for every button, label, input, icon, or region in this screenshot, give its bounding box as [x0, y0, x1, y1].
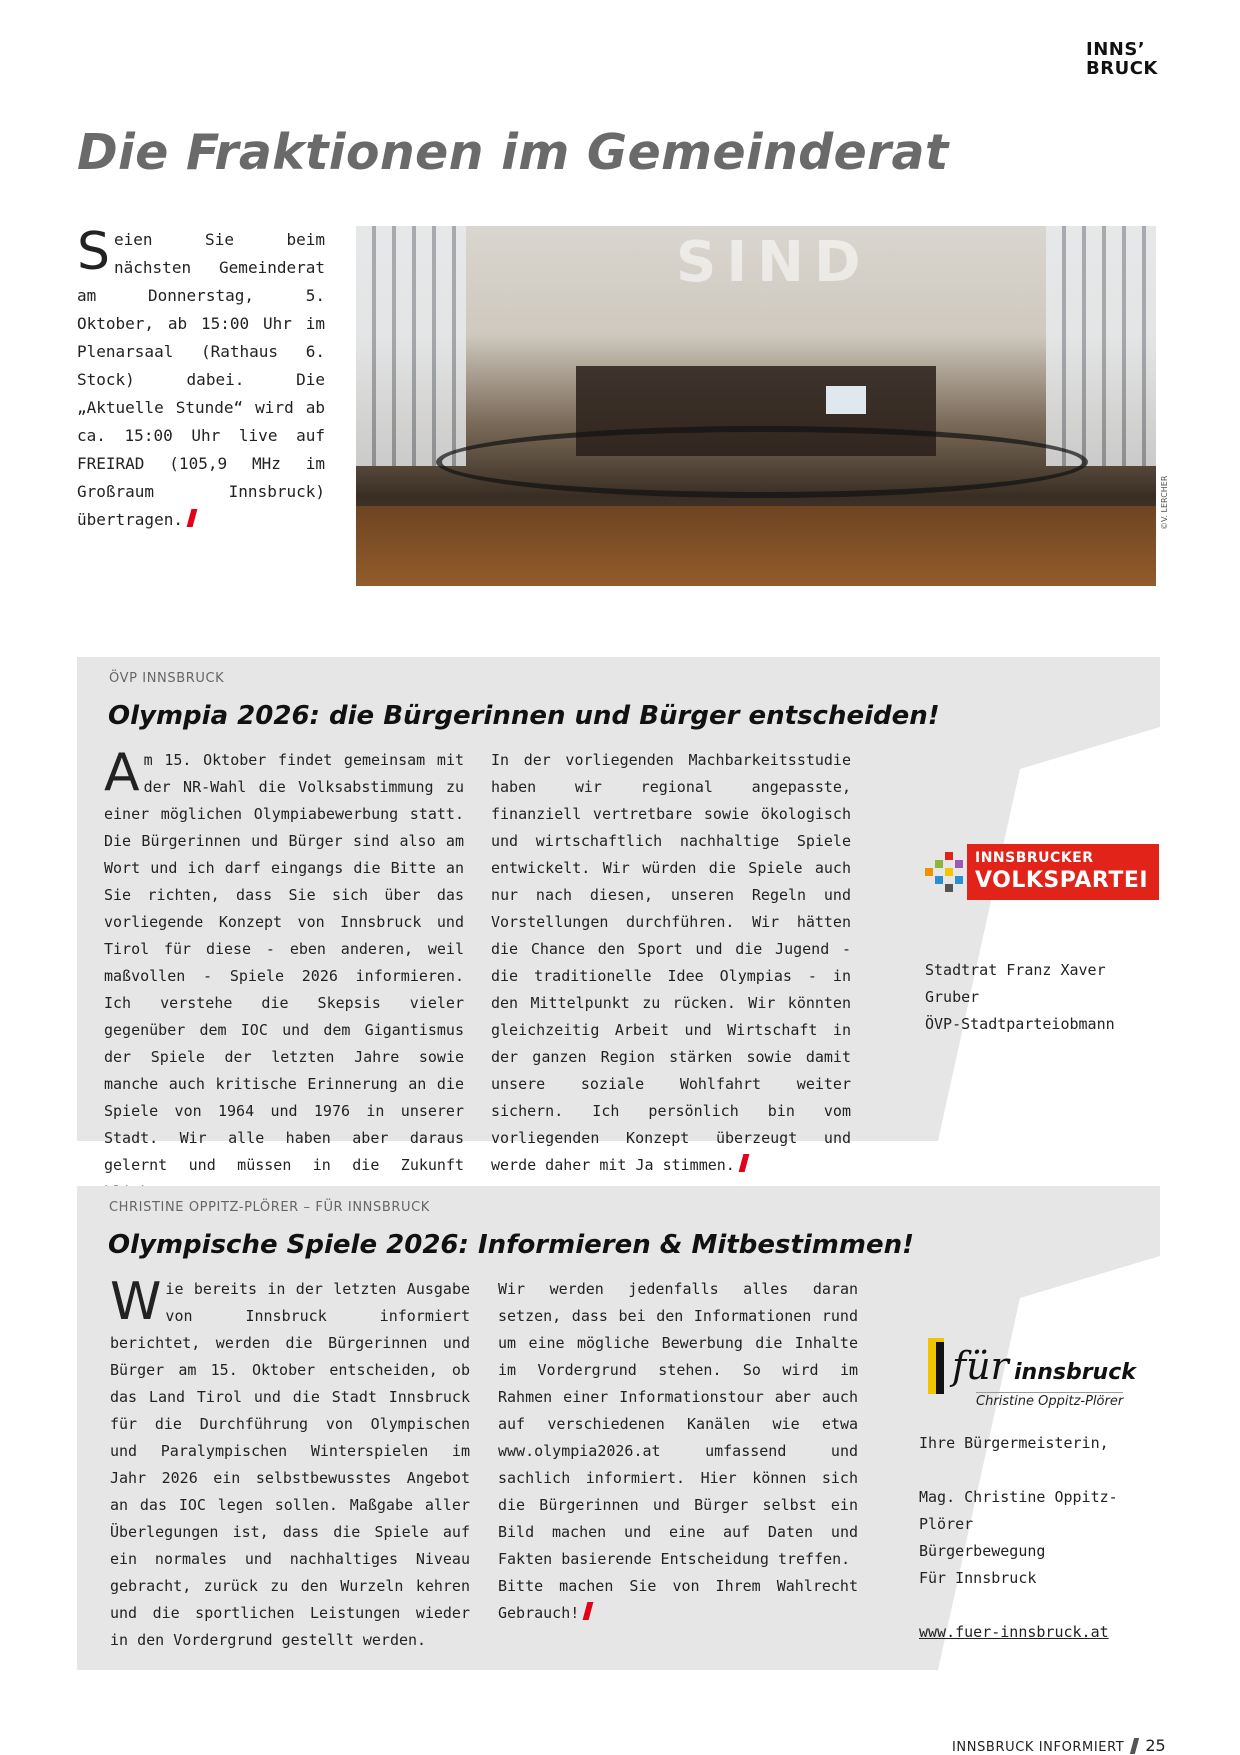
signature-role: ÖVP-Stadtparteiobmann: [925, 1015, 1115, 1033]
article-column-2: [491, 747, 851, 1179]
article-column-2: [498, 1276, 858, 1627]
oevp-section: [77, 657, 1160, 1174]
column-1-text: ie bereits in der letzten Ausgabe von Innsbruck informiert berichtet, werden die Bürgerinnen und Bürger am 15. Oktober entscheiden, ob das Land Tirol und die Stadt Innsbruck für die Durchführung von Olympischen und Paralympischen Winterspielen im Jahr 2026 ein selbstbewusstes Angebot an das IOC legen sollen. Maßgabe aller Überlegungen ist, dass die Spiele auf ein normales und nachhaltiges Niveau gebracht, zurück zu den Wurzeln kehren und die sportlichen Leistungen wieder in den Vordergrund gestellt werden.: [110, 1280, 470, 1649]
photo-screen: [826, 386, 866, 414]
column-2-text: Wir werden jedenfalls alles daran setzen, dass bei den Informationen rund um eine mögliche Bewerbung die Inhalte im Vordergrund stehen. So wird im Rahmen einer Informationstour aber auch auf verschiedenen Kanälen wie etwa www.olympia2026.at umfassend und sachlich informiert. Hier können sich die Bürgerinnen und Bürger selbst ein Bild machen und eine auf Daten und Fakten basierende Entscheidung treffen.: [498, 1280, 858, 1568]
signature-greeting: Ihre Bürgermeisterin,: [919, 1434, 1109, 1452]
intro-body: eien Sie beim nächsten Gemeinderat am Donnerstag, 5. Oktober, ab 15:00 Uhr im Plenarsaal (Rathaus 6. Stock) dabei. Die „Aktuelle Stunde“ wird ab ca. 15:00 Uhr live auf FREIRAD (105,9 MHz im Großraum Innsbruck) übertragen.: [77, 230, 325, 529]
colored-squares-icon: [925, 852, 965, 892]
column-2-text: In der vorliegenden Machbarkeitsstudie haben wir regional angepasste, finanziell vertretbare sowie ökologisch und wirtschaftlich nachhaltige Spiele entwickelt. Wir würden die Spiele auch nur nach diesen, unseren Regeln und Vorstellungen durchführen. Wir hätten die Chance den Sport und die Jugend - die traditionelle Idee Olympias - in den Mittelpunkt zu rücken. Wir könnten gleichzeitig Arbeit und Wirtschaft in der ganzen Region stärken sowie damit unsere soziale Wohlfahrt weiter sichern. Ich persönlich bin vom vorliegenden Konzept überzeugt und werde daher mit Ja stimmen.: [491, 751, 851, 1174]
article-column-1: [110, 1272, 470, 1654]
photo-floor: [356, 506, 1156, 586]
signature-org1: Bürgerbewegung: [919, 1542, 1046, 1560]
author-signature: [925, 957, 1160, 1038]
signature-spacer: [919, 1592, 1160, 1619]
signature-spacer: [919, 1457, 1160, 1484]
page-number: 25: [1145, 1736, 1166, 1755]
author-signature: [919, 1430, 1160, 1646]
tower-shadow: [936, 1342, 944, 1394]
signature-org2: Für Innsbruck: [919, 1569, 1037, 1587]
volkspartei-logo: [925, 844, 1155, 904]
section-title: Olympia 2026: die Bürgerinnen und Bürger entscheiden!: [108, 701, 940, 731]
logo-line2: VOLKSPARTEI: [975, 868, 1149, 893]
logo-innsbruck: innsbruck: [1014, 1360, 1136, 1385]
fuer-innsbruck-logo: [928, 1338, 1158, 1408]
logo-line1: INNS’: [1086, 39, 1146, 60]
intro-dropcap: S: [77, 222, 111, 282]
article-dropcap: A: [104, 743, 140, 803]
column-1-text: m 15. Oktober findet gemeinsam mit der NR-Wahl die Volksabstimmung zu einer möglichen Olympiabewerbung statt. Die Bürgerinnen und Bürger sind also am Wort und ich darf eingangs die Bitte an Sie richten, dass Sie sich über das vorliegende Konzept von Innsbruck und Tirol für diese - eben anderen, weil maßvollen - Spiele 2026 informieren. Ich verstehe die Skepsis vieler gegenüber dem IOC und dem Gigantismus der Spiele der letzten Jahre sowie manche auch kritische Erinnerung an die Spiele von 1964 und 1976 in unserer Stadt. Wir alle haben aber daraus gelernt und müssen in die Zukunft: [104, 751, 464, 1174]
photo-credit: ©V. LERCHER: [1160, 475, 1169, 530]
innsbruck-logo: [1086, 40, 1176, 78]
section-title: Olympische Spiele 2026: Informieren & Mitbestimmen!: [108, 1230, 914, 1260]
photo-wall-text: SIND: [676, 230, 871, 295]
page-footer: [952, 1736, 1166, 1755]
volkspartei-badge: [967, 844, 1159, 900]
fuer-innsbruck-section: [77, 1186, 1160, 1670]
logo-person-name: Christine Oppitz-Plörer: [976, 1394, 1124, 1409]
intro-text: [77, 222, 325, 534]
photo-window-right: [1046, 226, 1156, 466]
logo-line1: INNSBRUCKER: [975, 850, 1094, 866]
section-label: ÖVP INNSBRUCK: [109, 671, 225, 686]
end-mark-icon: [583, 1602, 594, 1620]
council-photo: [356, 226, 1156, 586]
website-link[interactable]: www.fuer-innsbruck.at: [919, 1623, 1109, 1641]
logo-fur: für: [952, 1344, 1009, 1388]
photo-window-left: [356, 226, 466, 466]
column-2-closing: Bitte machen Sie von Ihrem Wahlrecht Gebrauch!: [498, 1577, 858, 1622]
end-mark-icon: [187, 509, 198, 527]
section-label: CHRISTINE OPPITZ-PLÖRER – FÜR INNSBRUCK: [109, 1200, 430, 1215]
logo-line2: BRUCK: [1086, 58, 1158, 79]
page-title: Die Fraktionen im Gemeinderat: [77, 124, 949, 181]
publication-name: INNSBRUCK INFORMIERT: [952, 1740, 1125, 1755]
signature-name: Mag. Christine Oppitz-Plörer: [919, 1488, 1118, 1533]
article-column-1: [104, 743, 464, 1206]
end-mark-icon: [738, 1154, 749, 1172]
photo-council-table: [436, 426, 1088, 498]
signature-name: Stadtrat Franz Xaver Gruber: [925, 961, 1106, 1006]
article-dropcap: W: [110, 1272, 162, 1332]
separator-icon: [1130, 1738, 1139, 1754]
